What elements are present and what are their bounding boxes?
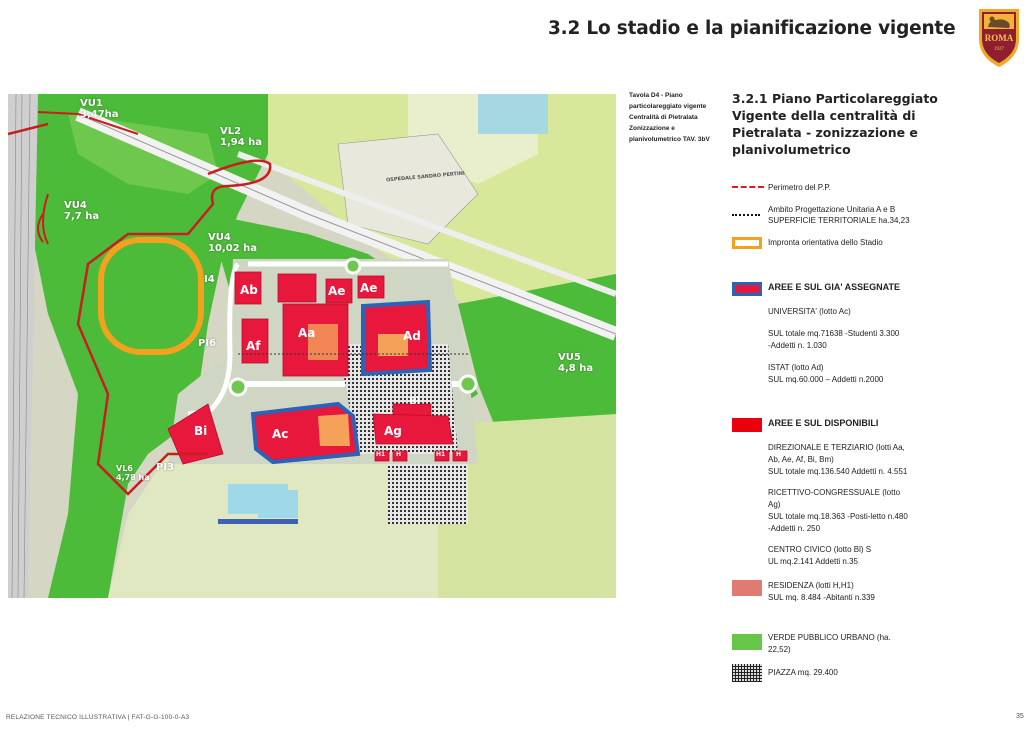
small-label: PI6 xyxy=(198,338,217,349)
lot-label-ad: Ad xyxy=(403,329,421,343)
lot-label-aa: Aa xyxy=(298,326,316,340)
lot-label-bl: Bl xyxy=(409,396,421,407)
zone-label: VU5 4,8 ha xyxy=(558,352,594,374)
lot-label-h: H xyxy=(396,451,402,458)
red-box-icon xyxy=(732,418,764,432)
zoning-map xyxy=(8,94,616,598)
map-caption: Tavola D4 - Piano particolareggiato vigente Centralità di Pietralata Zonizzazione e planivolumetrico TAV. 3bV xyxy=(629,92,710,143)
lot-label-ag: Ag xyxy=(384,424,402,438)
legend-civico: CENTRO CIVICO (lotto Bl) S UL mq.2.141 Addetti n.35 xyxy=(768,545,872,566)
legend-perimetro: Perimetro del P.P. xyxy=(732,182,831,193)
zone-label: VL6 4,78 ha xyxy=(116,464,150,482)
zone-label: VU4 7,7 ha xyxy=(64,200,100,222)
lot-label-h1: H1 xyxy=(376,451,386,458)
lot-label-h1: H1 xyxy=(436,451,446,458)
svg-text:ROMA: ROMA xyxy=(984,33,1014,43)
legend-ricettivo: RICETTIVO-CONGRESSUALE (lotto Ag) SUL totale mq.18.363 -Posti-letto n.480 -Addetti n. 250 xyxy=(768,488,908,533)
legend-impronta: Impronta orientativa dello Stadio xyxy=(732,237,883,249)
lot-label-bi: Bi xyxy=(194,424,208,438)
street-label: OSPEDALE SANDRO PERTINI xyxy=(385,170,466,184)
red-blue-box-icon xyxy=(732,282,764,296)
dotted-black-line-icon xyxy=(732,204,764,224)
lot-label-ac: Ac xyxy=(272,427,289,441)
legend-direzionale: DIREZIONALE E TERZIARIO (lotti Aa, Ab, Ae, Af, Bi, Bm) SUL totale mq.136.540 Addetti n. 4.551 xyxy=(768,443,908,476)
salmon-box-icon xyxy=(732,580,764,596)
small-label: PI3 xyxy=(156,462,175,473)
legend-disponibili: AREE E SUL DISPONIBILI xyxy=(732,418,878,432)
orange-outline-icon xyxy=(732,237,764,249)
green-box-icon xyxy=(732,632,764,648)
legend-residenza: RESIDENZA (lotti H,H1) SUL mq. 8.484 -Abitanti n.339 xyxy=(732,580,875,604)
legend-universita: UNIVERSITA' (lotto Ac) xyxy=(768,307,851,316)
legend-universita-sul: SUL totale mq.71638 -Studenti 3.300 -Addetti n. 1.030 xyxy=(768,329,900,350)
small-label: I4 xyxy=(204,274,215,285)
zone-label: VU1 3,47ha xyxy=(80,98,119,120)
zone-label: VL2 1,94 ha xyxy=(220,126,263,148)
legend-istat: ISTAT (lotto Ad) SUL mq.60.000 – Addetti n.2000 xyxy=(768,363,884,384)
page-title: 3.2 Lo stadio e la pianificazione vigente xyxy=(548,18,956,39)
lot-label-ae: Ae xyxy=(360,281,378,295)
lot-label-af: Af xyxy=(246,339,261,353)
zone-label: VU4 10,02 ha xyxy=(208,232,257,254)
grid-pattern-icon xyxy=(732,664,764,682)
lot-label-ab: Ab xyxy=(240,283,258,297)
lot-label-ae: Ae xyxy=(328,284,346,298)
legend-piazza: PIAZZA mq. 29.400 xyxy=(732,664,838,682)
as-roma-crest-logo xyxy=(975,5,1023,69)
section-title: 3.2.1 Piano Particolareggiato Vigente della centralità di Pietralata - zonizzazione e planivolumetrico xyxy=(732,91,938,157)
footer-document-id: RELAZIONE TECNICO ILLUSTRATIVA | FAT-G-G-100-0-A3 xyxy=(6,714,190,721)
page-number: 35 xyxy=(1016,713,1024,720)
lot-label-h: H xyxy=(456,451,462,458)
svg-text:1927: 1927 xyxy=(994,47,1004,52)
legend-verde: VERDE PUBBLICO URBANO (ha. 22,52) xyxy=(732,632,891,656)
legend-ambito: Ambito Progettazione Unitaria A e B SUPERFICIE TERRITORIALE ha.34,23 xyxy=(732,204,910,226)
legend-assegnate: AREE E SUL GIA' ASSEGNATE xyxy=(732,282,900,296)
dashed-red-line-icon xyxy=(732,182,764,190)
